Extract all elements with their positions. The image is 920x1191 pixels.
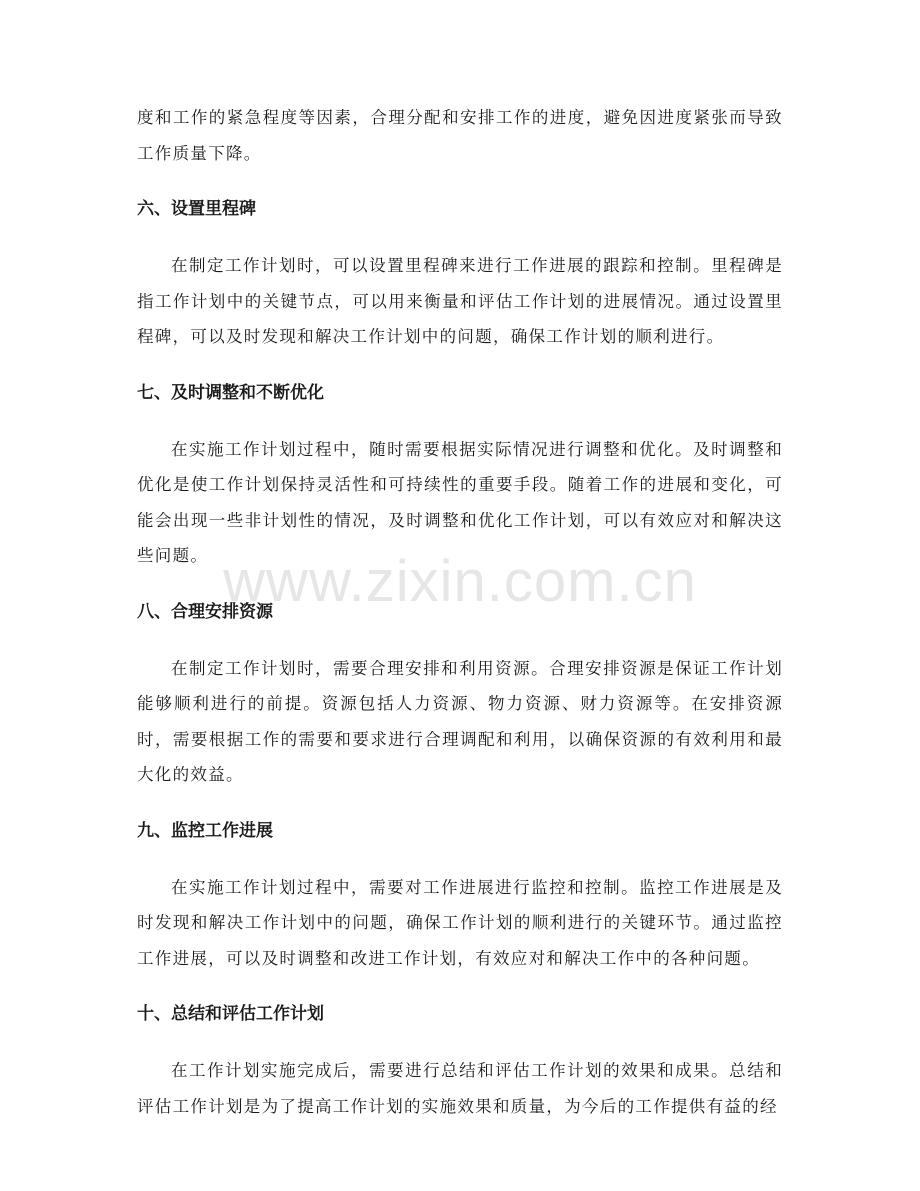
section-body-10: 在工作计划实施完成后，需要进行总结和评估工作计划的效果和成果。总结和评估工作计划是为了提高工作计划的实施效果和质量，为今后的工作提供有益的经 bbox=[137, 1061, 783, 1116]
section-body-8: 在制定工作计划时，需要合理安排和利用资源。合理安排资源是保证工作计划能够顺利进行的前提。资源包括人力资源、物力资源、财力资源等。在安排资源时，需要根据工作的需要和要求进行合理调配和利用，以确保资源的有效利用和最大化的效益。 bbox=[137, 658, 783, 784]
section-body-6: 在制定工作计划时，可以设置里程碑来进行工作进展的跟踪和控制。里程碑是指工作计划中的关键节点，可以用来衡量和评估工作计划的进展情况。通过设置里程碑，可以及时发现和解决工作计划中的问题，确保工作计划的顺利进行。 bbox=[137, 256, 783, 346]
intro-paragraph: 度和工作的紧急程度等因素，合理分配和安排工作的进度，避免因进度紧张而导致工作质量下降。 bbox=[137, 108, 783, 163]
section-heading-9: 九、监控工作进展 bbox=[137, 820, 273, 841]
section-body-7: 在实施工作计划过程中，随时需要根据实际情况进行调整和优化。及时调整和优化是使工作计划保持灵活性和可持续性的重要手段。随着工作的进展和变化，可能会出现一些非计划性的情况，及时调整和优化工作计划，可以有效应对和解决这些问题。 bbox=[137, 439, 783, 565]
section-heading-8: 八、合理安排资源 bbox=[137, 601, 273, 622]
section-heading-10: 十、总结和评估工作计划 bbox=[137, 1004, 324, 1024]
section-heading-7: 七、及时调整和不断优化 bbox=[137, 382, 324, 403]
section-heading-6: 六、设置里程碑 bbox=[137, 199, 256, 219]
section-body-9: 在实施工作计划过程中，需要对工作进展进行监控和控制。监控工作进展是及时发现和解决工作计划中的问题，确保工作计划的顺利进行的关键环节。通过监控工作进展，可以及时调整和改进工作计划，有效应对和解决工作中的各种问题。 bbox=[137, 877, 783, 968]
document-body bbox=[137, 100, 783, 1124]
watermark: www.zixin.com.cn bbox=[223, 549, 697, 614]
